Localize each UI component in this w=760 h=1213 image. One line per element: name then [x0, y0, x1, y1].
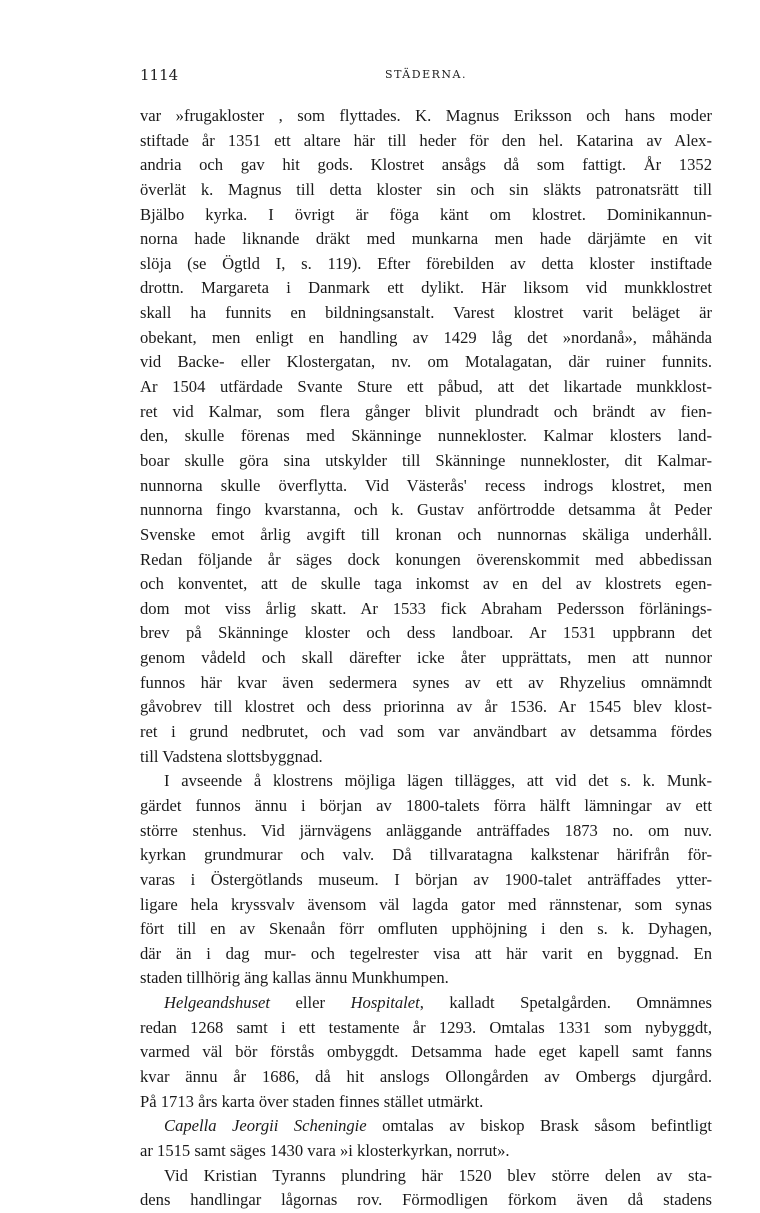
text-line: I avseende å klostrens möjliga lägen tillägges, att vid det s. k. Munk- [164, 771, 712, 791]
text-line: ret vid Kalmar, som flera gånger blivit plundradt och brändt av fien- [140, 401, 712, 421]
text-line: funnos här kvar även sedermera synes av ett av Rhyzelius omnämndt [140, 672, 712, 692]
text-line: skall ha funnits en bildningsanstalt. Varest klostret varit beläget är [140, 303, 712, 323]
text-line: överlät k. Magnus till detta kloster sin och sin släkts patronatsrätt till [140, 179, 712, 199]
text-line: redan 1268 samt i ett testamente år 1293. Omtalas 1331 som nybyggdt, [140, 1017, 712, 1037]
text-line: nunnorna fingo kvarstanna, och k. Gustav anförtrodde detsamma åt Peder [140, 500, 712, 520]
text-line: Redan följande år säges dock konungen överenskommit med abbedissan [140, 549, 712, 569]
text-line: gärdet funnos ännu i början av 1800-talets förra hälft lämningar av ett [140, 795, 712, 815]
text-line: norna hade liknande dräkt med munkarna men hade därjämte en vit [140, 229, 712, 249]
text-line: fört till en av Skenaån förr omfluten upphöjning i den s. k. Dyhagen, [140, 919, 712, 939]
text-line: andria och gav hit gods. Klostret ansågs då som fattigt. År 1352 [140, 155, 712, 175]
text-line: genom vådeld och skall därefter icke åter upprättats, men att nunnor [140, 648, 712, 668]
page-header [140, 66, 712, 86]
text-line: och konventet, att de skulle taga inkomst av en del av klostrets egen- [140, 574, 712, 594]
text-line: dom mot viss årlig skatt. Ar 1533 fick Abraham Pedersson förlänings- [140, 598, 712, 618]
text-line: dens handlingar lågornas rov. Förmodligen förkom även då stadens [140, 1190, 712, 1210]
text-line: till Vadstena slottsbyggnad. [140, 746, 323, 766]
text-line: där än i dag mur- och tegelrester visa att här varit en byggnad. En [140, 943, 712, 963]
running-title: STÄDERNA. [385, 68, 467, 81]
text-line: obekant, men enligt en handling av 1429 låg det »nordanå», måhända [140, 327, 712, 347]
text-line: var »frugakloster , som flyttades. K. Magnus Eriksson och hans moder [140, 106, 712, 125]
text-line: drottn. Margareta i Danmark ett dylikt. Här liksom vid munkklostret [140, 278, 712, 298]
text-line: slöja (se Ögtld I, s. 119). Efter förebilden av detta kloster instiftade [140, 253, 712, 273]
text-line: boar skulle göra sina utskylder till Skänninge nunnekloster, dit Kalmar- [140, 450, 712, 470]
italic-term: Hospitalet [350, 993, 420, 1013]
body-text [140, 104, 712, 1213]
text-line: stiftade år 1351 ett altare här till heder för den hel. Katarina av Alex- [140, 130, 712, 150]
text-line: staden tillhörig äng kallas ännu Munkhumpen. [140, 968, 449, 988]
text-line: Vid Kristian Tyranns plundring här 1520 blev större delen av sta- [164, 1165, 712, 1185]
page-number: 1114 [140, 66, 179, 84]
text-line: kyrkan grundmurar och valv. Då tillvaratagna kalkstenar härifrån för- [140, 845, 712, 865]
text-line: den, skulle förenas med Skänninge nunnekloster. Kalmar klosters land- [140, 426, 712, 446]
italic-term: Capella Jeorgii Scheningie [164, 1116, 367, 1136]
text-line: Helgeandshuset eller Hospitalet, kalladt Spetalgården. Omnämnes [164, 993, 712, 1013]
text-line: större stenhus. Vid järnvägens anläggande anträffades 1873 no. om nuv. [140, 820, 712, 840]
text-line: På 1713 års karta över staden finnes stället utmärkt. [140, 1091, 484, 1111]
text-line: varmed väl bör förstås ombyggdt. Detsamma hade eget kapell samt fanns [140, 1042, 712, 1062]
text-line: ret i grund nedbrutet, och vad som var användbart av detsamma fördes [140, 722, 712, 742]
text-line: gåvobrev till klostret och dess priorinna av år 1536. Ar 1545 blev klost- [140, 697, 712, 717]
text-line: kvar ännu år 1686, då hit anslogs Ollongården av Ombergs djurgård. [140, 1066, 712, 1086]
text-line: vid Backe- eller Klostergatan, nv. om Motalagatan, där ruiner funnits. [140, 352, 712, 372]
text-line: nunnorna skulle överflytta. Vid Västerås' recess indrogs klostret, men [140, 475, 712, 495]
text-line: brev på Skänninge kloster och dess landboar. Ar 1531 uppbrann det [140, 623, 712, 643]
text-line: ar 1515 samt säges 1430 vara »i klosterkyrkan, norrut». [140, 1140, 510, 1160]
text-line: Capella Jeorgii Scheningie omtalas av biskop Brask såsom befintligt [164, 1116, 713, 1136]
italic-term: Helgeandshuset [164, 993, 270, 1013]
text-line: varas i Östergötlands museum. I början av 1900-talet anträffades ytter- [140, 869, 712, 889]
text-line: Ar 1504 utfärdade Svante Sture ett påbud, att det likartade munkklost- [140, 377, 712, 397]
text-line: ligare hela kryssvalv ävensom väl lagda gator med rännstenar, som synas [140, 894, 712, 914]
text-line: Bjälbo kyrka. I övrigt är föga känt om klostret. Dominikannun- [140, 204, 712, 224]
text-line: Svenske emot årlig avgift till kronan och nunnornas skäliga underhåll. [140, 524, 712, 544]
